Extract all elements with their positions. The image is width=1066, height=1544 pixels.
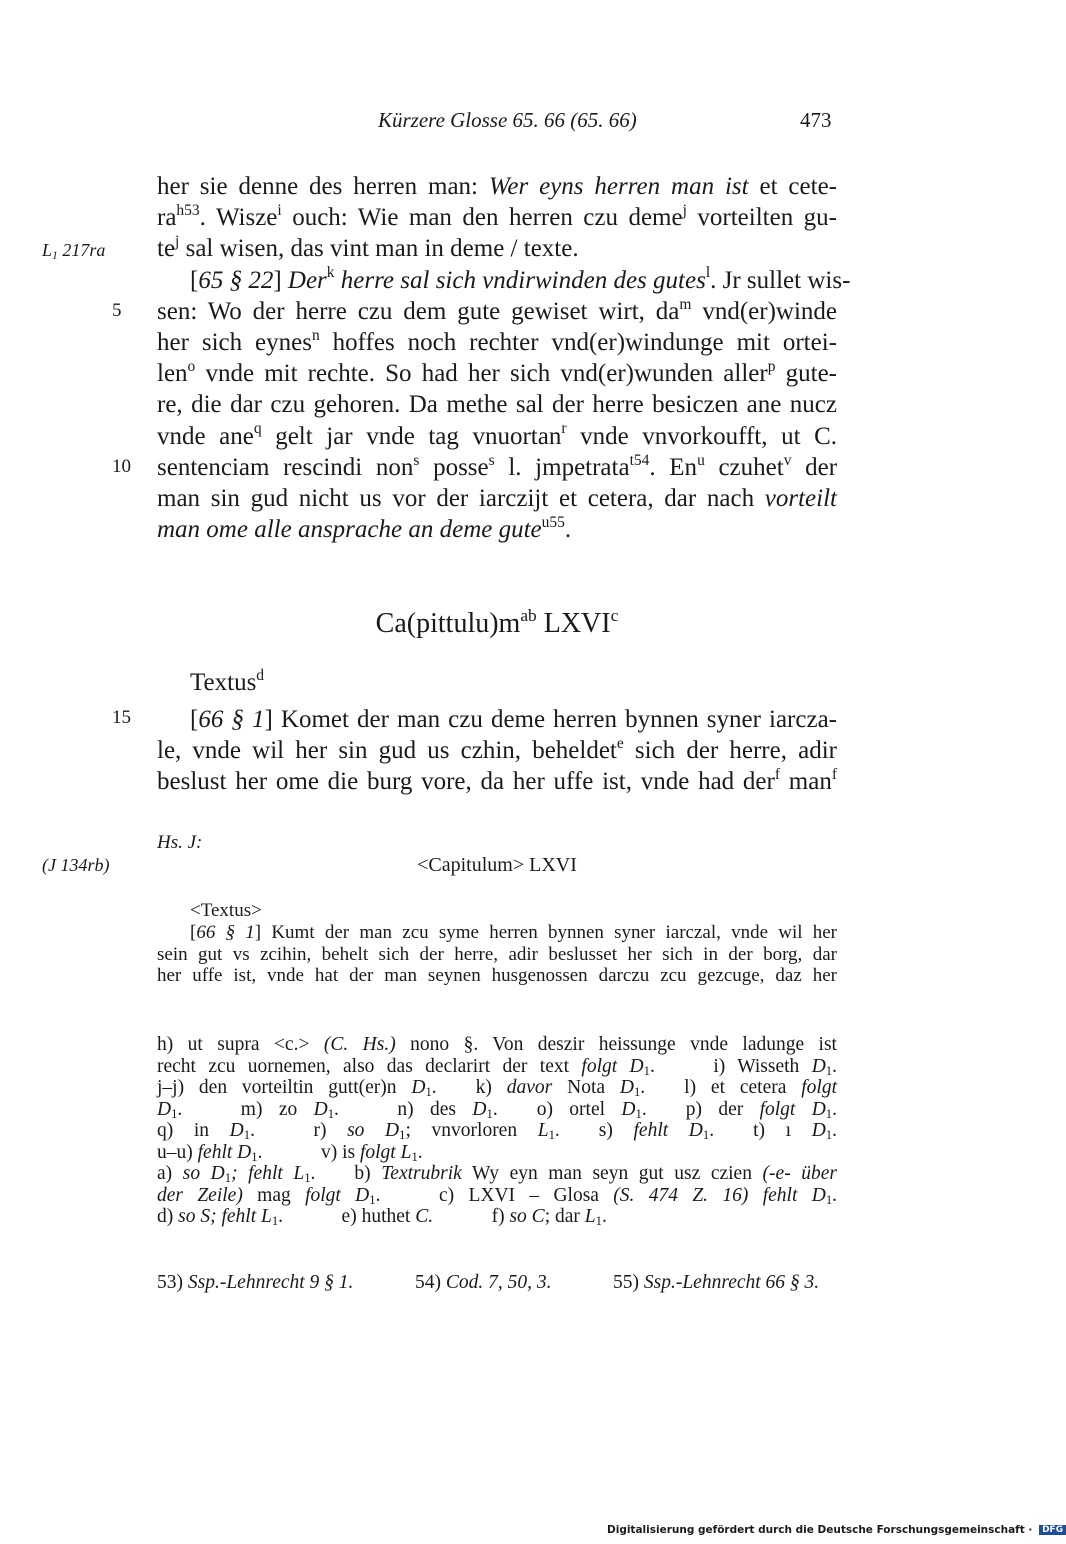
text-line: her uffe ist, vnde hat der man seynen husgenossen darczu zcu gezcuge, daz her	[157, 965, 837, 986]
text-line: man sin gud nicht us vor der iarczijt et cetera, dar nach vorteilt	[157, 484, 837, 512]
section-66-text	[157, 704, 837, 798]
line-number-15: 15	[112, 707, 131, 728]
apparatus-line: $D_1$. m) zo $D_1$. n) des $D_1$. o) ortel $D_1$. p) der folgt $D_1$.	[157, 1098, 837, 1121]
text-line: [65 § 22] Der$^k$ herre sal sich vndirwinden des gutes$^l$. Jr sullet wis-	[190, 264, 851, 294]
footnote-54: 54) Cod. 7, 50, 3.	[415, 1272, 552, 1293]
text-line: $ra^{h53}$. Wisze$^i$ ouch: Wie man den herren czu deme$^j$ vorteilten gu-	[157, 202, 837, 232]
footnote-53: 53) Ssp.-Lehnrecht 9 § 1.	[157, 1272, 354, 1293]
line-number-5: 5	[112, 300, 122, 321]
page-number: 473	[800, 108, 832, 132]
text-line: re, die dar czu gehoren. Da methe sal der herre besiczen ane nucz	[157, 391, 837, 419]
text-line: beslust her ome die burg vore, da her uffe ist, vnde had der$^f$ man$^f$	[157, 766, 837, 796]
digitization-credit: Digitalisierung gefördert durch die Deutsche Forschungsgemeinschaft · DFG	[607, 1524, 1066, 1536]
apparatus-line: recht zcu uornemen, also das declarirt der text folgt $D_1$. i) Wisseth $D_1$.	[157, 1055, 837, 1078]
text-line: le, vnde wil her sin gud us czhin, beheldet$^e$ sich der herre, adir	[157, 735, 837, 765]
text-line: sein gut vs zcihin, behelt sich der herre, adir beslusset her sich in der borg, dar	[157, 943, 837, 965]
text-line: [66 § 1] Kumt der man zcu syme herren bynnen syner iarczal, vnde wil her	[190, 922, 837, 943]
apparatus-line: a) so $D_1$; fehlt $L_1$. b) Textrubrik Wy eyn man seyn gut usz czien (-e- über	[157, 1163, 838, 1186]
text-line: len$^o$ vnde mit rechte. So had her sich vnd(er)wunden aller$^p$ gute-	[157, 358, 837, 388]
text-line: her sich eynes$^n$ hoffes noch rechter vnd(er)windunge mit ortei-	[157, 326, 837, 356]
apparatus-line: der Zeile) mag folgt $D_1$. c) LXVI – Glosa (S. 474 Z. 16) fehlt $D_1$.	[157, 1184, 838, 1207]
apparatus-line: q) in $D_1$. r) so $D_1$; vnvorloren $L_1$. s) fehlt $D_1$. t) ı $D_1$.	[157, 1120, 837, 1143]
main-text	[157, 171, 851, 545]
manuscript-textus: <Textus>	[190, 900, 262, 921]
manuscript-chapter-title: <Capitulum> LXVI	[417, 854, 577, 876]
chapter-title: $Ca(pittulu)m^{ab}$ LXVI$^c$	[375, 605, 619, 639]
text-line: her sie denne des herren man: Wer eyns herren man ist et cete-	[157, 173, 837, 200]
text-line: sen: Wo der herre czu dem gute gewiset wirt, $da^m$ vnd(er)winde	[157, 295, 837, 325]
text-line: sentenciam rescindi non$^s$ posse$^s$ l. jmpetrata$^{t54}$. En$^u$ czuhet$^v$ der	[157, 451, 838, 481]
margin-folio: 217ra	[62, 240, 106, 260]
manuscript-label: Hs. J:	[157, 832, 203, 853]
line-number-10: 10	[112, 456, 131, 477]
text-line: vnde ane$^q$ gelt jar vnde tag vnuortan$^r$ vnde vnvorkoufft, ut C.	[157, 420, 838, 450]
manuscript-text	[157, 922, 837, 987]
margin-folio-j: (J 134rb)	[42, 855, 110, 875]
apparatus-line: h) ut supra <c.> (C. Hs.) nono §. Von deszir heissunge vnde ladunge ist	[157, 1034, 837, 1055]
textus-heading: Textus$^d$	[190, 666, 265, 696]
margin-siglum-sub: 1	[52, 248, 58, 262]
apparatus-line: j–j) den vorteiltin gutt(er)n $D_1$. k) davor Nota $D_1$. l) et cetera folgt	[157, 1077, 838, 1100]
critical-apparatus	[157, 1034, 837, 1228]
footnote-55: 55) Ssp.-Lehnrecht 66 § 3.	[613, 1272, 820, 1293]
apparatus-line: d) so S; fehlt $L_1$. e) huthet C. f) so C; dar $L_1$.	[157, 1206, 607, 1229]
apparatus-line: u–u) fehlt $D_1$. v) is folgt $L_1$.	[157, 1141, 423, 1164]
text-line: [66 § 1] Komet der man czu deme herren bynnen syner iarcza-	[190, 706, 837, 733]
dfg-logo: DFG	[1039, 1525, 1066, 1535]
text-line: man ome alle ansprache an deme gute$^{u55}$.	[157, 513, 572, 544]
running-title: Kürzere Glosse 65. 66 (65. 66)	[378, 108, 637, 132]
text-line: $te^j$ sal wisen, das vint man in deme / texte.	[157, 233, 579, 263]
margin-folio-l1	[42, 240, 105, 261]
margin-siglum: L	[42, 240, 53, 260]
